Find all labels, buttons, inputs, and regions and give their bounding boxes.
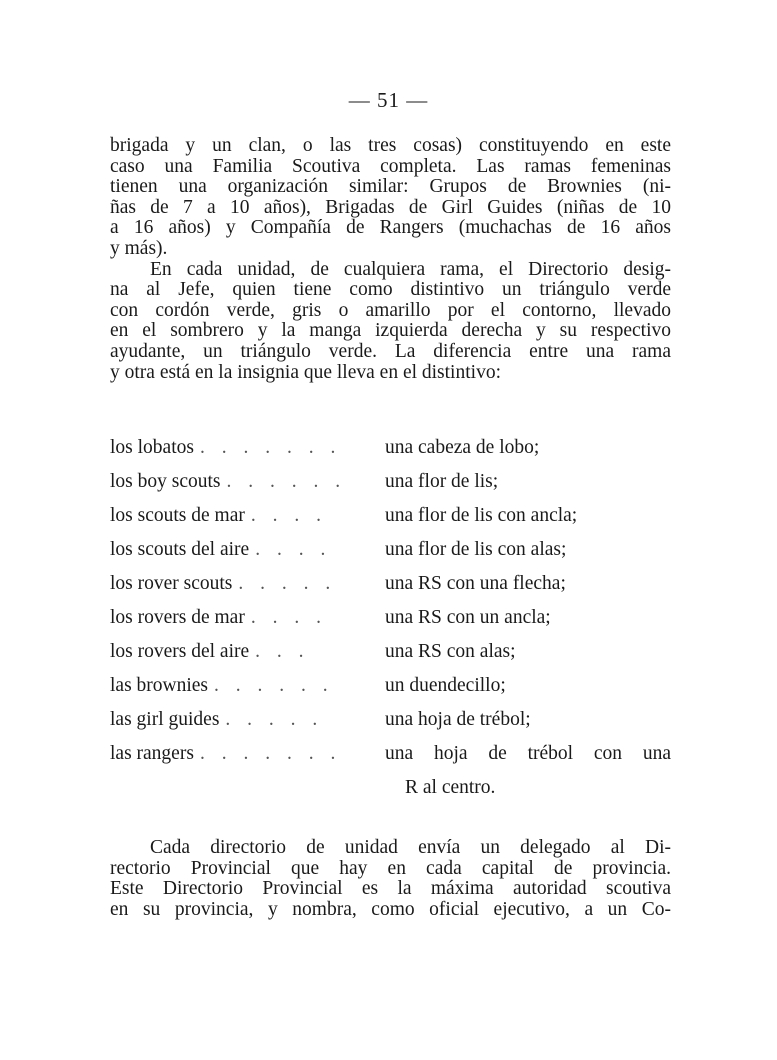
list-item (110, 539, 671, 573)
paragraph-3-line: en su provincia, y nombra, como oficial ejecutivo, a un Co- (110, 898, 671, 920)
list-item (110, 573, 671, 607)
list-item (110, 743, 671, 798)
page-number: — 51 — (348, 88, 429, 112)
paragraph-3-line: rectorio Provincial que hay en cada capital de provincia. (110, 857, 671, 879)
dot-leader: . . . . (255, 539, 332, 560)
list-term: los rover scouts . . . . . (110, 573, 337, 594)
dot-leader: . . . . . (225, 709, 324, 730)
body-text-top (110, 136, 671, 383)
list-desc: una flor de lis; (385, 471, 499, 492)
dot-leader: . . . . . . (226, 471, 347, 492)
insignia-list (110, 437, 671, 798)
list-desc: una hoja de trébol con una (385, 743, 671, 764)
list-term: las girl guides . . . . . (110, 709, 324, 730)
paragraph-1-line: tienen una organización similar: Grupos de Brownies (ni- (110, 176, 671, 198)
list-desc: una flor de lis con alas; (385, 539, 567, 560)
paragraph-1-line: brigada y un clan, o las tres cosas) constituyendo en este (110, 135, 671, 156)
list-desc-continuation: R al centro. (405, 777, 496, 798)
dot-leader: . . . . (250, 607, 327, 628)
dot-leader: . . . . . (238, 573, 337, 594)
list-desc: un duendecillo; (385, 675, 506, 696)
paragraph-1-line: y más). (110, 237, 168, 259)
paragraph-1-line: caso una Familia Scoutiva completa. Las ramas femeninas (110, 155, 671, 177)
list-term: los rovers de mar . . . . (110, 607, 327, 628)
list-term: las brownies . . . . . . (110, 675, 334, 696)
paragraph-2-line: ayudante, un triángulo verde. La diferencia entre una rama (110, 340, 671, 362)
list-item (110, 641, 671, 675)
list-item (110, 607, 671, 641)
paragraph-2-line: En cada unidad, de cualquiera rama, el Directorio desig- (150, 258, 671, 280)
list-item (110, 471, 671, 505)
paragraph-1-line: a 16 años) y Compañía de Rangers (muchachas de 16 años (110, 217, 671, 239)
paragraph-3-line: Este Directorio Provincial es la máxima autoridad scoutiva (110, 878, 671, 900)
paragraph-1-line: ñas de 7 a 10 años), Brigadas de Girl Guides (niñas de 10 (110, 196, 671, 218)
body-text-bottom (110, 838, 671, 920)
list-term: las rangers . . . . . . . (110, 743, 342, 764)
dot-leader: . . . . (250, 505, 327, 526)
dot-leader: . . . . . . . (199, 743, 342, 764)
list-desc: una RS con un ancla; (385, 607, 551, 628)
list-term: los rovers del aire . . . (110, 641, 310, 662)
paragraph-2-line: con cordón verde, gris o amarillo por el contorno, llevado (110, 299, 671, 321)
list-desc: una cabeza de lobo; (385, 437, 540, 458)
list-term: los scouts de mar . . . . (110, 505, 327, 526)
list-desc: una hoja de trébol; (385, 709, 531, 730)
list-term: los boy scouts . . . . . . (110, 471, 347, 492)
list-desc: una RS con una flecha; (385, 573, 566, 594)
paragraph-3-line: Cada directorio de unidad envía un delegado al Di- (150, 837, 671, 858)
paragraph-2-line: na al Jefe, quien tiene como distintivo un triángulo verde (110, 279, 671, 301)
list-term: los scouts del aire . . . . (110, 539, 332, 560)
list-term: los lobatos . . . . . . . (110, 437, 342, 458)
paragraph-2-line: en el sombrero y la manga izquierda derecha y su respectivo (110, 320, 671, 342)
list-desc: una flor de lis con ancla; (385, 505, 578, 526)
dot-leader: . . . . . . (214, 675, 334, 696)
dot-leader: . . . (255, 641, 310, 662)
list-item (110, 505, 671, 539)
list-item (110, 709, 671, 743)
list-item (110, 675, 671, 709)
paragraph-2-line: y otra está en la insignia que lleva en el distintivo: (110, 361, 501, 383)
dot-leader: . . . . . . . (199, 437, 342, 458)
list-desc: una RS con alas; (385, 641, 516, 662)
list-item (110, 437, 671, 471)
